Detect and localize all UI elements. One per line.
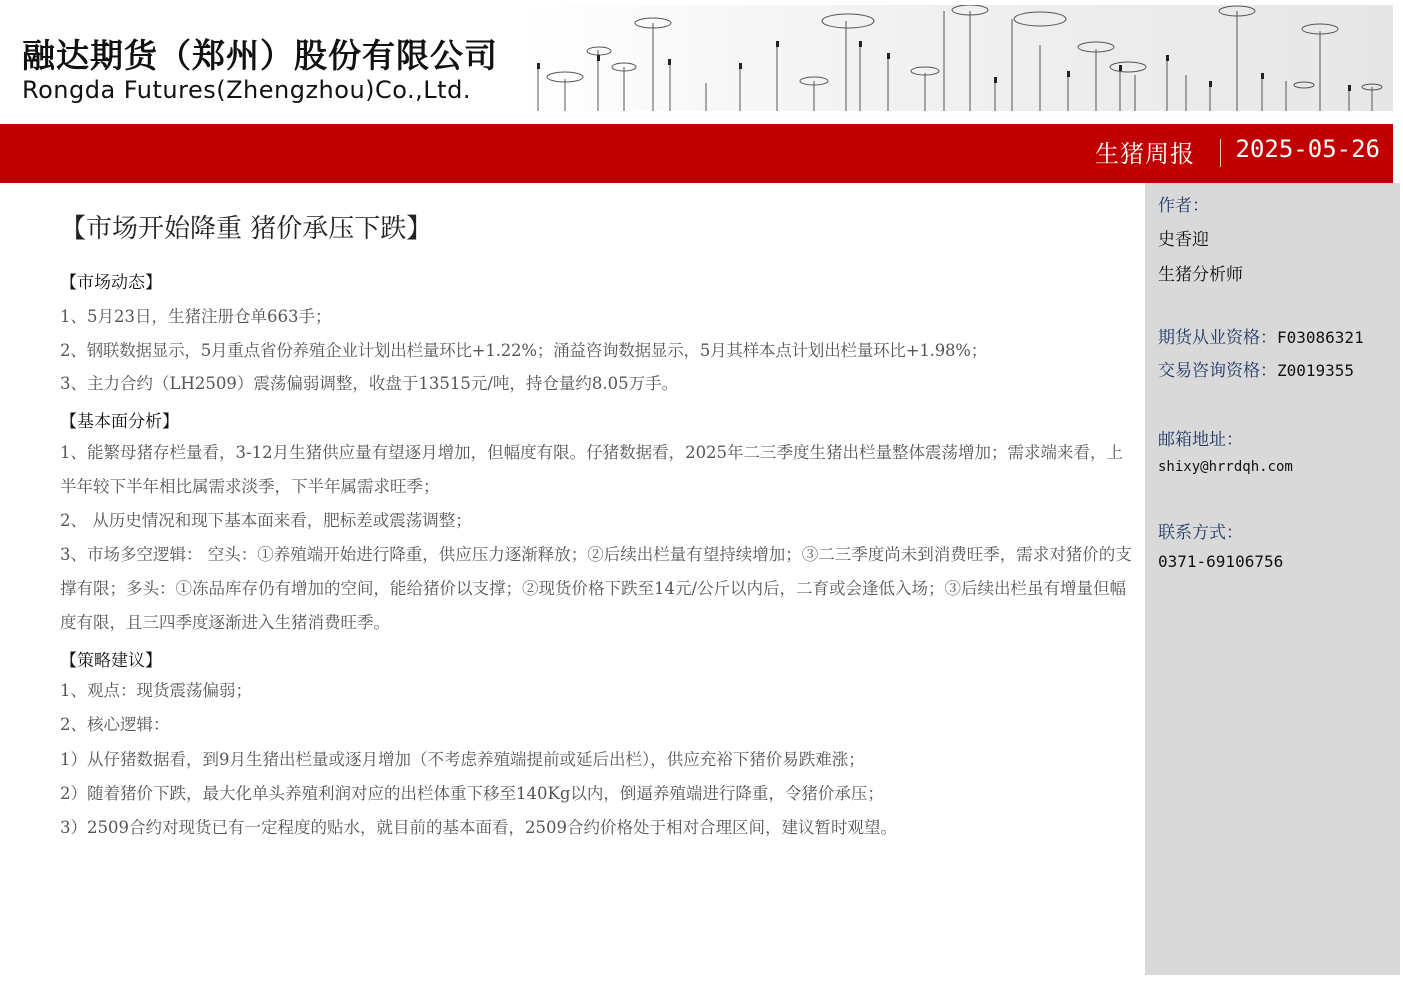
title-divider xyxy=(1220,139,1221,167)
strategy-item-1: 1、观点：现货震荡偏弱； xyxy=(60,681,252,700)
futures-qualification-value: F03086321 xyxy=(1277,328,1364,347)
market-item-1: 1、5月23日，生猪注册仓单663手； xyxy=(60,307,332,326)
strategy-item-2: 2、核心逻辑： xyxy=(60,715,170,734)
consulting-qualification xyxy=(1158,356,1354,381)
email-label: 邮箱地址： xyxy=(1158,430,1243,450)
market-item-3: 3、主力合约（LH2509）震荡偏弱调整，收盘于13515元/吨，持仓量约8.05万手。 xyxy=(60,374,679,393)
email-value[interactable]: shixy@hrrdqh.com xyxy=(1158,459,1293,475)
author-label: 作者： xyxy=(1158,196,1209,216)
strategy-item-4: 2）随着猪价下跌，最大化单头养殖利润对应的出栏体重下移至140Kg以内，倒逼养殖端进行降重，令猪价承压； xyxy=(60,784,884,803)
market-item-2: 2、钢联数据显示，5月重点省份养殖企业计划出栏量环比+1.22%；涌益咨询数据显示，5月其样本点计划出栏量环比+1.98%； xyxy=(60,341,988,360)
page-header xyxy=(0,0,1403,122)
strategy-item-3: 1）从仔猪数据看，到9月生猪出栏量或逐月增加（不考虑养殖端提前或延后出栏），供应充裕下猪价易跌难涨； xyxy=(60,750,865,769)
strategy-item-5: 3）2509合约对现货已有一定程度的贴水，就目前的基本面看，2509合约价格处于相对合理区间，建议暂时观望。 xyxy=(60,818,897,837)
report-title: 生猪周报 xyxy=(1095,140,1195,168)
futures-qualification-label: 期货从业资格： xyxy=(1158,328,1277,348)
report-date: 2025-05-26 xyxy=(1235,135,1380,163)
section-heading-fundamentals: 【基本面分析】 xyxy=(60,412,179,432)
company-name-en: Rongda Futures(Zhengzhou)Co.,Ltd. xyxy=(22,76,471,104)
fundamentals-item-2: 2、 从历史情况和现下基本面来看，肥标差或震荡调整； xyxy=(60,511,472,530)
consulting-qualification-label: 交易咨询资格： xyxy=(1158,361,1277,381)
decorative-banner-image xyxy=(520,5,1393,111)
contact-value: 0371-69106756 xyxy=(1158,552,1284,571)
contact-label: 联系方式： xyxy=(1158,523,1243,543)
fundamentals-item-3: 3、市场多空逻辑： 空头：①养殖端开始进行降重，供应压力逐渐释放；②后续出栏量有望持续增加；③二三季度尚未到消费旺季，需求对猪价的支撑有限；多头：①冻品库存仍有增加的空间，能给猪价以支撑；②现货价格下跌至14元/公斤以内后，二育或会逢低入场；③后续出栏虽有增量但幅度有限，且三四季度逐渐进入生猪消费旺季。 xyxy=(60,545,1132,632)
section-heading-strategy: 【策略建议】 xyxy=(60,651,162,671)
futures-qualification xyxy=(1158,323,1364,348)
report-title-bar xyxy=(0,124,1393,183)
section-heading-market: 【市场动态】 xyxy=(60,273,162,293)
article-title: 【市场开始降重 猪价承压下跌】 xyxy=(60,214,433,244)
consulting-qualification-value: Z0019355 xyxy=(1277,361,1355,380)
author-role: 生猪分析师 xyxy=(1158,265,1243,285)
fundamentals-item-1: 1、能繁母猪存栏量看，3-12月生猪供应量有望逐月增加，但幅度有限。仔猪数据看，2025年二三季度生猪出栏量整体震荡增加；需求端来看，上半年较下半年相比属需求淡季，下半年属需求旺季； xyxy=(60,443,1124,496)
author-name: 史香迎 xyxy=(1158,230,1209,250)
author-sidebar xyxy=(1145,183,1400,975)
company-name-cn: 融达期货（郑州）股份有限公司 xyxy=(22,36,498,75)
